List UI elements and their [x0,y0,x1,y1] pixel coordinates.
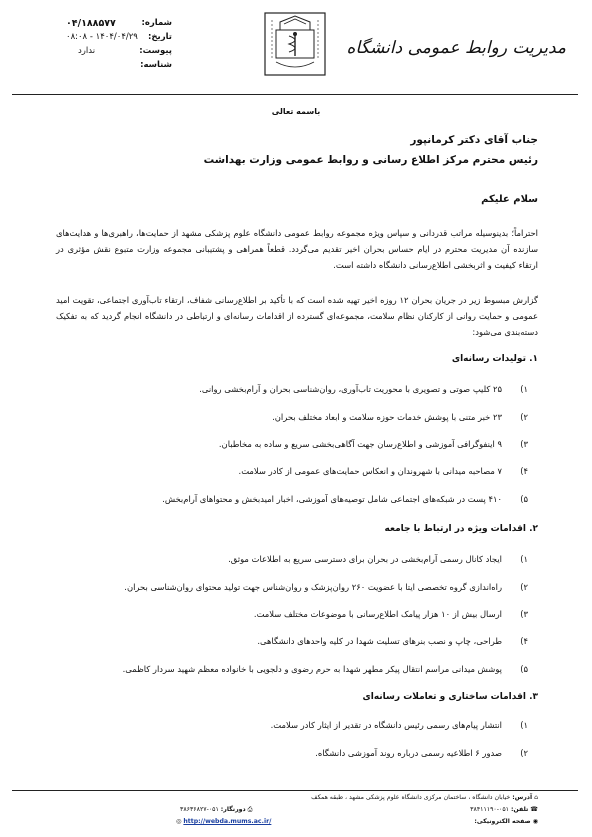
header-divider [12,94,578,95]
list-item [60,466,528,476]
meta-id [66,60,172,74]
item-text: انتشار پیام‌های رسمی رئیس دانشگاه در تقدیر از ایثار کادر سلامت. [270,720,502,730]
recipient-name: جناب آقای دکتر کرمانپور [410,134,538,146]
item-number: ۵) [520,664,528,674]
item-number: ۱) [520,384,528,394]
item-text: طراحی، چاپ و نصب بنرهای تسلیت شهدا در کلیه واحدهای دانشگاهی. [257,636,502,646]
footer-address [311,794,538,801]
website-link[interactable]: http://webda.mums.ac.ir/ [183,818,272,825]
item-text: ۴۱۰ پست در شبکه‌های اجتماعی شامل توصیه‌های آموزشی، اخبار امیدبخش و محتواهای آرام‌بخش. [162,494,502,504]
item-text: صدور ۶ اطلاعیه رسمی درباره روند آموزشی دانشگاه. [315,748,502,758]
meta-label: شماره: [141,18,172,28]
item-number: ۱) [520,720,528,730]
item-text: ۷ مصاحبه میدانی با شهروندان و انعکاس حمایت‌های عمومی از کادر سلامت. [238,466,502,476]
fax-icon: ⎙ [247,806,253,813]
phone-label: تلفن: [510,806,529,813]
university-logo [262,10,328,78]
item-text: ۲۵ کلیپ صوتی و تصویری با محوریت تاب‌آوری، روان‌شناسی بحران و آرام‌بخشی روانی. [199,384,502,394]
item-text: پوشش میدانی مراسم انتقال پیکر مطهر شهدا به حرم رضوی و دلجویی با خانواده معظم شهید سردار کاظمی. [122,664,502,674]
item-text: ۲۳ خبر متنی با پوشش خدمات حوزه سلامت و ابعاد مختلف بحران. [272,412,502,422]
item-number: ۳) [520,439,528,449]
item-number: ۵) [520,494,528,504]
item-number: ۱) [520,554,528,564]
item-number: ۴) [520,636,528,646]
meta-label: پیوست: [139,46,172,56]
footer-phone [470,806,538,813]
footer-divider [12,790,578,791]
basmala: باسمه تعالی [271,107,321,116]
section-title: ۲. اقدامات ویژه در ارتباط با جامعه [384,524,538,534]
meta-value: ۰۴/۱۸۸۵۷۷ [66,18,116,29]
footer-website[interactable] [176,818,271,825]
address-text: خیابان دانشگاه ، ساختمان مرکزی دانشگاه علوم پزشکی مشهد ، طبقه همکف [311,794,511,801]
item-number: ۲) [520,582,528,592]
globe-icon: ◉ [532,818,538,825]
list-item [60,384,528,394]
item-text: راه‌اندازی گروه تخصصی ایتا با عضویت ۲۶۰ روان‌پزشک و روان‌شناس جهت تولید محتوای روان‌شناسی بحران. [124,582,502,592]
meta-value: ندارد [78,46,96,56]
home-icon: ⌂ [534,794,538,801]
item-number: ۲) [520,412,528,422]
list-item [60,494,528,504]
globe-icon: ◎ [176,818,182,825]
report-paragraph: گزارش مبسوط زیر در جریان بحران ۱۲ روزه اخیر تهیه شده است که با تأکید بر اطلاع‌رسانی شفاف، ارتقاء تاب‌آوری اجتماعی، تقویت امید عمومی و حمایت روانی از کارکنان نظام سلامت، مجموعه‌ای گسترده از اقدامات رسانه‌ای و ارتباطی در دانشگاه انجام گردید که به تفکیک دسته‌بندی می‌شود: [56,295,538,337]
list-item [60,609,528,619]
item-number: ۳) [520,609,528,619]
list-item [60,720,528,730]
footer-fax [180,806,253,814]
phone-icon: ☎ [530,806,538,813]
list-item [60,582,528,592]
item-number: ۴) [520,466,528,476]
salutation: سلام علیکم [481,194,538,205]
list-item [60,554,528,564]
web-label: صفحه الکترونیکی: [474,818,531,825]
footer-web [474,818,538,825]
item-text: ایجاد کانال رسمی آرام‌بخشی در بحران برای دسترسی سریع به اطلاعات موثق. [228,554,502,564]
item-number: ۲) [520,748,528,758]
meta-attachment [66,46,172,60]
phone-number: ۰۵۱-۳۸۴۱۱۱۹۰ [470,806,509,813]
meta-value: ۱۴۰۴/۰۴/۲۹ - ۰۸:۰۸ [66,32,138,42]
list-item [60,748,528,758]
org-title: مدیریت روابط عمومی دانشگاه [346,38,566,58]
intro-paragraph: احتراماً؛ بدینوسیله مراتب قدردانی و سپاس ویژه مجموعه روابط عمومی دانشگاه علوم پزشکی مشهد از حمایت‌ها، راهبری‌ها و هدایت‌های سازنده آن مدیریت محترم در ایام حساس بحران اخیر تقدیم می‌گردد. قطعاً همراهی و پشتیبانی مجموعه وزارت متبوع نقش مؤثری در ارتقاء کیفیت و اثربخشی اطلاع‌رسانی دانشگاه داشته است. [56,228,538,270]
recipient-title: رئیس محترم مرکز اطلاع رسانی و روابط عمومی وزارت بهداشت [203,154,538,166]
meta-number [66,18,172,32]
item-text: ارسال بیش از ۱۰ هزار پیامک اطلاع‌رسانی با موضوعات مختلف سلامت. [253,609,502,619]
list-item [60,664,528,674]
meta-date [66,32,172,46]
list-item [60,412,528,422]
address-label: آدرس: [512,794,533,801]
meta-label: شناسه: [140,60,172,70]
section-title: ۱. تولیدات رسانه‌ای [451,354,538,364]
fax-label: دورنگار: [220,806,246,813]
list-item [60,636,528,646]
item-text: ۹ اینفوگرافی آموزشی و اطلاع‌رسان جهت آگاهی‌بخشی سریع و ساده به مخاطبان. [218,439,502,449]
letter-meta [66,18,172,74]
meta-label: تاریخ: [148,32,172,42]
fax-number: ۰۵۱-۳۸۶۳۶۸۲۷ [180,806,219,813]
list-item [60,439,528,449]
section-title: ۳. اقدامات ساختاری و تعاملات رسانه‌ای [362,692,538,702]
